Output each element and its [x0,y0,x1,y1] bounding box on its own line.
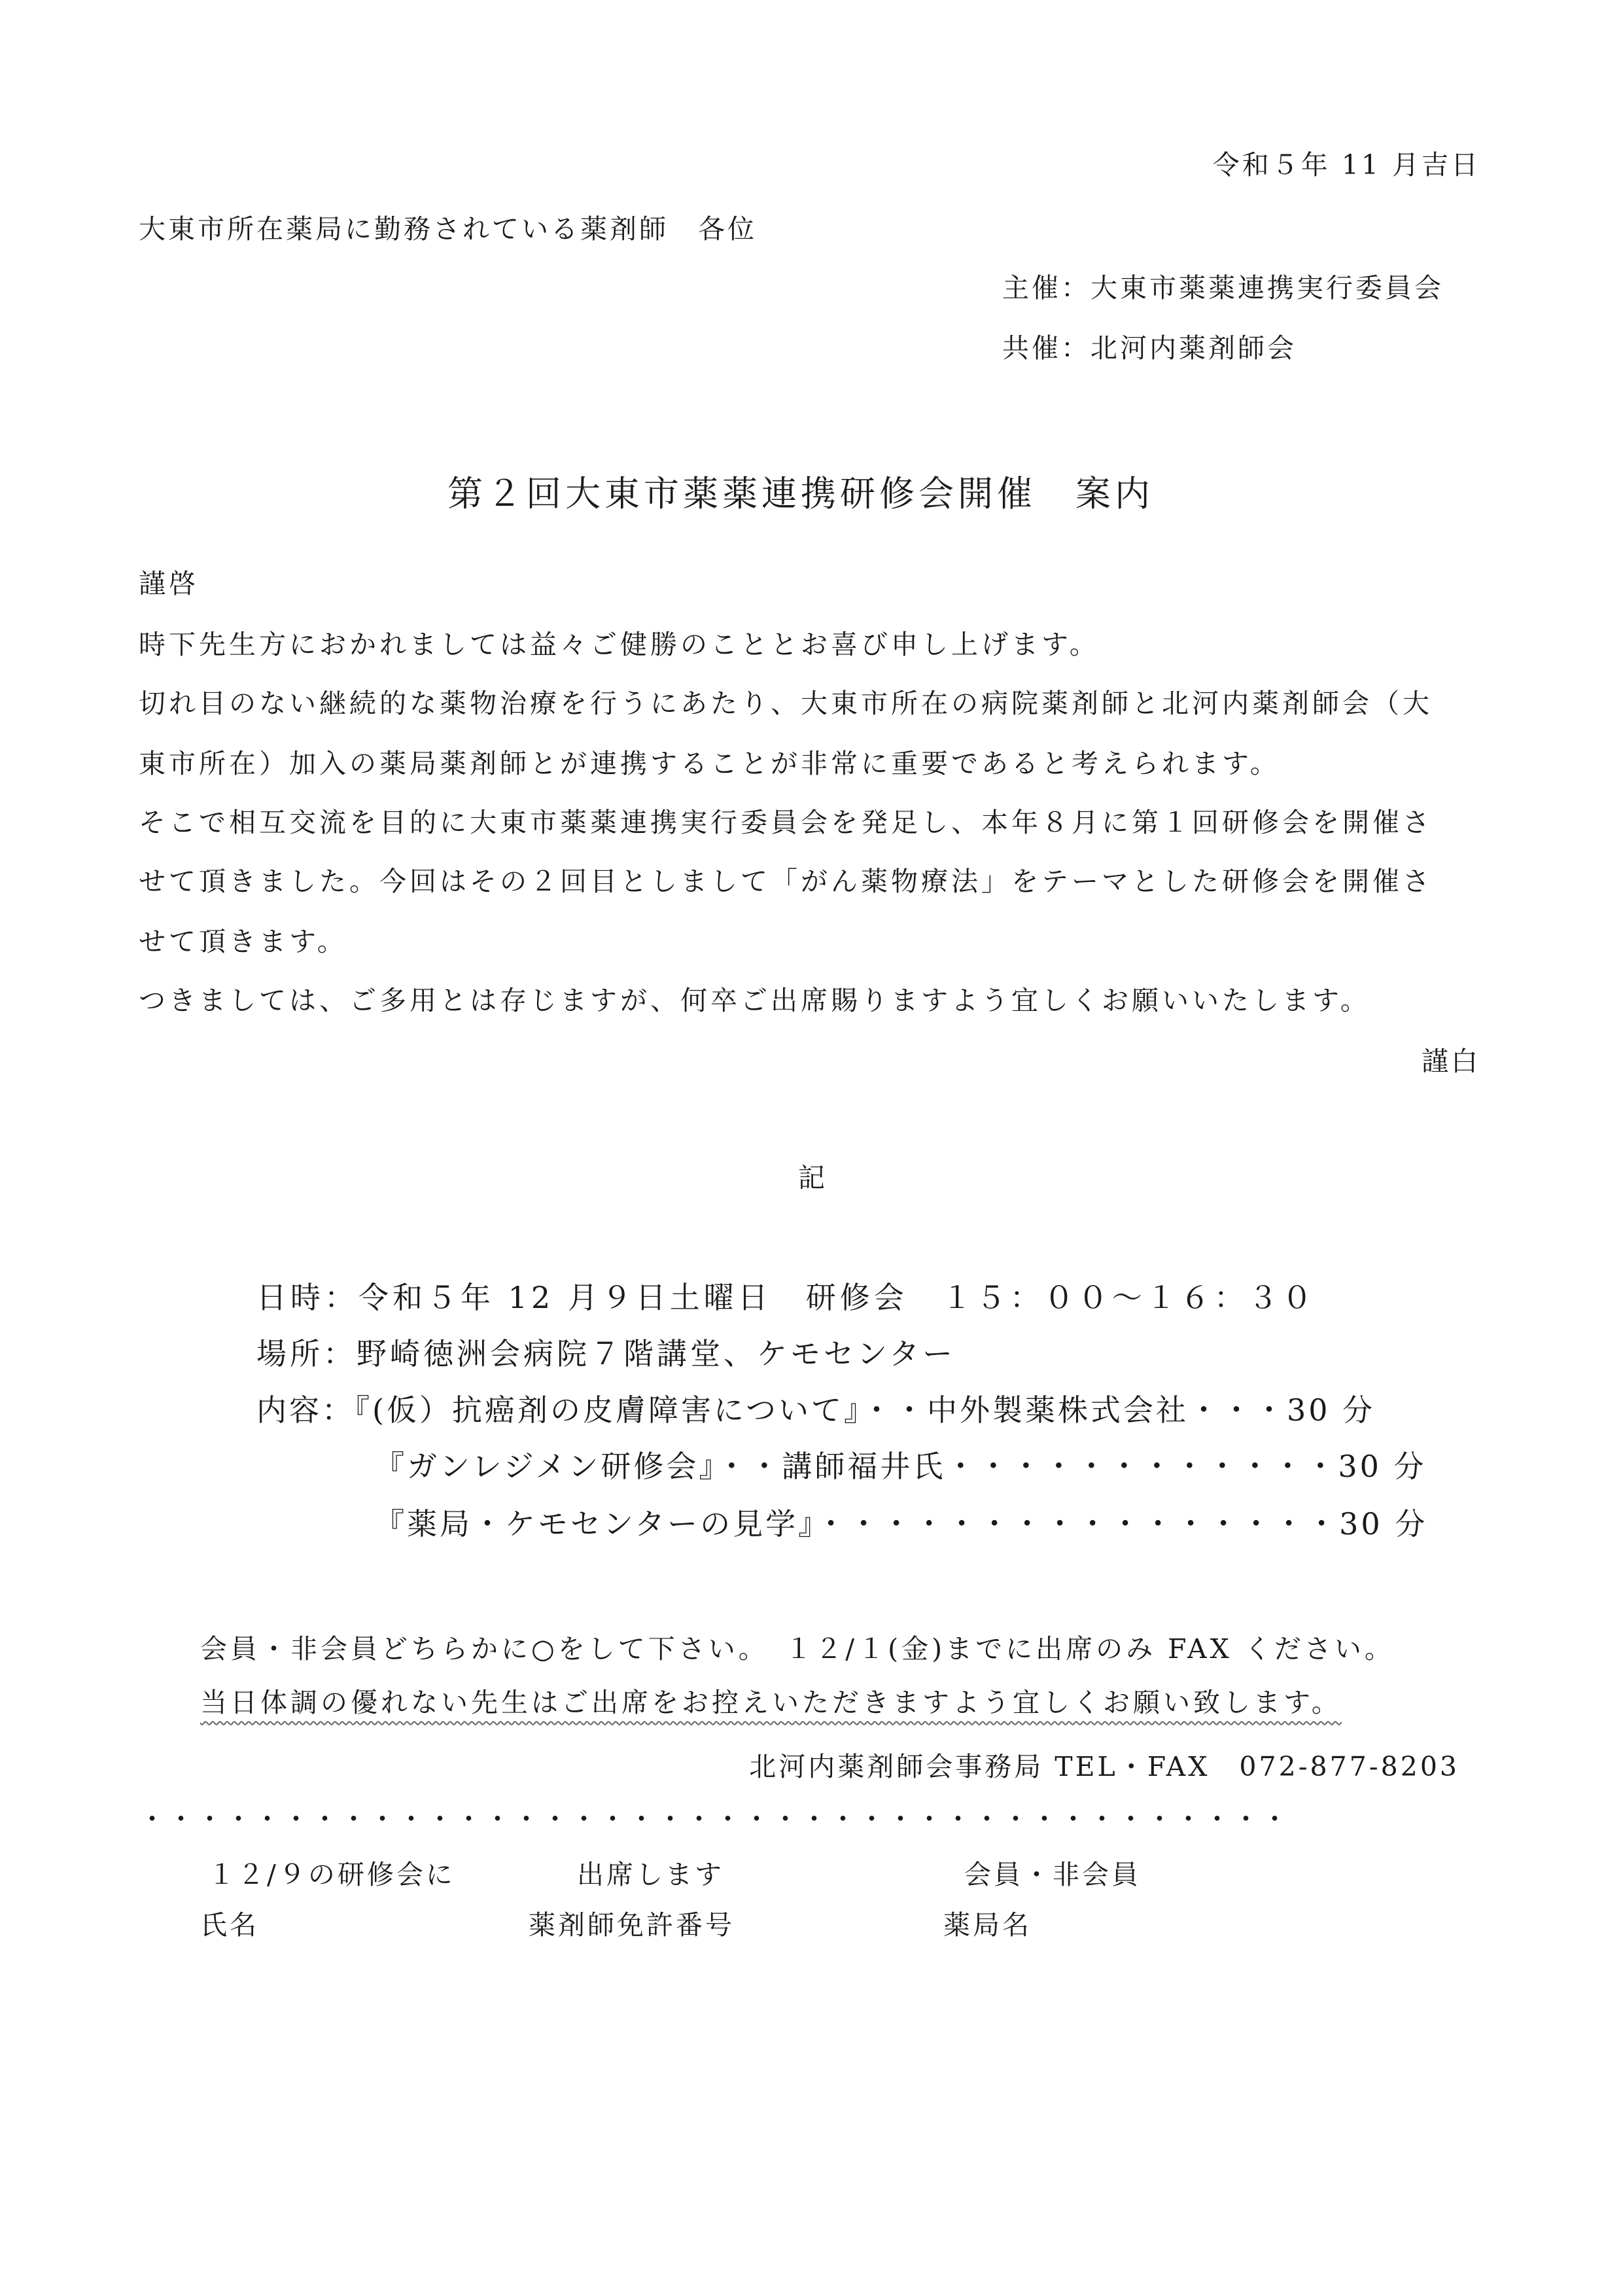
addressee: 大東市所在薬局に勤務されている薬剤師 各位 [139,213,757,245]
event-content-2: 『ガンレジメン研修会』・・講師福井氏・・・・・・・・・・・・30 分 [374,1449,1427,1484]
co-organizer: 共催：北河内薬剤師会 [1002,332,1297,364]
attend-option[interactable]: 出席します [577,1859,724,1890]
letter-line: つきましては、ご多用とは存じますが、何卒ご出席賜りますよう宜しくお願いいたします。 [139,985,1370,1016]
event-place: 場所：野崎徳洲会病院７階講堂、ケモセンター [256,1336,956,1371]
attendance-instruction: 会員・非会員どちらかに○をして下さい。 １２/１(金)までに出席のみ FAX ください。 [200,1633,1395,1665]
pharmacy-name-field-label: 薬局名 [943,1909,1032,1941]
salutation-opening: 謹啓 [139,568,199,599]
issue-date: 令和５年 11 月吉日 [1212,149,1480,181]
salutation-closing: 謹白 [1422,1046,1480,1077]
license-number-field-label: 薬剤師免許番号 [529,1909,735,1941]
page-title: 第２回大東市薬薬連携研修会開催 案内 [447,473,1154,514]
membership-option[interactable]: 会員・非会員 [964,1859,1141,1890]
office-contact: 北河内薬剤師会事務局 TEL・FAX 072-877-8203 [749,1751,1459,1782]
seminar-label: １２/９の研修会に [208,1859,455,1890]
cut-line-divider: ・・・・・・・・・・・・・・・・・・・・・・・・・・・・・・・・・・・・・・・・ [139,1803,1290,1835]
letter-line: せて頂きました。今回はその２回目としまして「がん薬物療法」をテーマとした研修会を開催さ [139,866,1433,897]
health-notice: 当日体調の優れない先生はご出席をお控えいただきますよう宜しくお願い致します。 [200,1687,1342,1718]
organizer: 主催：大東市薬薬連携実行委員会 [1002,272,1444,304]
event-content-1: 内容：『(仮）抗癌剤の皮膚障害について』・・中外製薬株式会社・・・30 分 [256,1392,1376,1428]
name-field-label: 氏名 [200,1909,259,1941]
ki-heading: 記 [798,1162,828,1193]
letter-line: そこで相互交流を目的に大東市薬薬連携実行委員会を発足し、本年８月に第１回研修会を開催さ [139,807,1433,838]
letter-line: せて頂きます。 [139,926,347,957]
letter-line: 時下先生方におかれましては益々ご健勝のこととお喜び申し上げます。 [139,629,1100,660]
letter-line: 切れ目のない継続的な薬物治療を行うにあたり、大東市所在の病院薬剤師と北河内薬剤師会（大 [139,688,1433,719]
event-content-3: 『薬局・ケモセンターの見学』・・・・・・・・・・・・・・・・30 分 [374,1506,1428,1542]
letter-line: 東市所在）加入の薬局薬剤師とが連携することが非常に重要であると考えられます。 [139,748,1280,779]
event-datetime: 日時：令和５年 12 月９日土曜日 研修会 １５：００～１６：３０ [256,1280,1316,1315]
